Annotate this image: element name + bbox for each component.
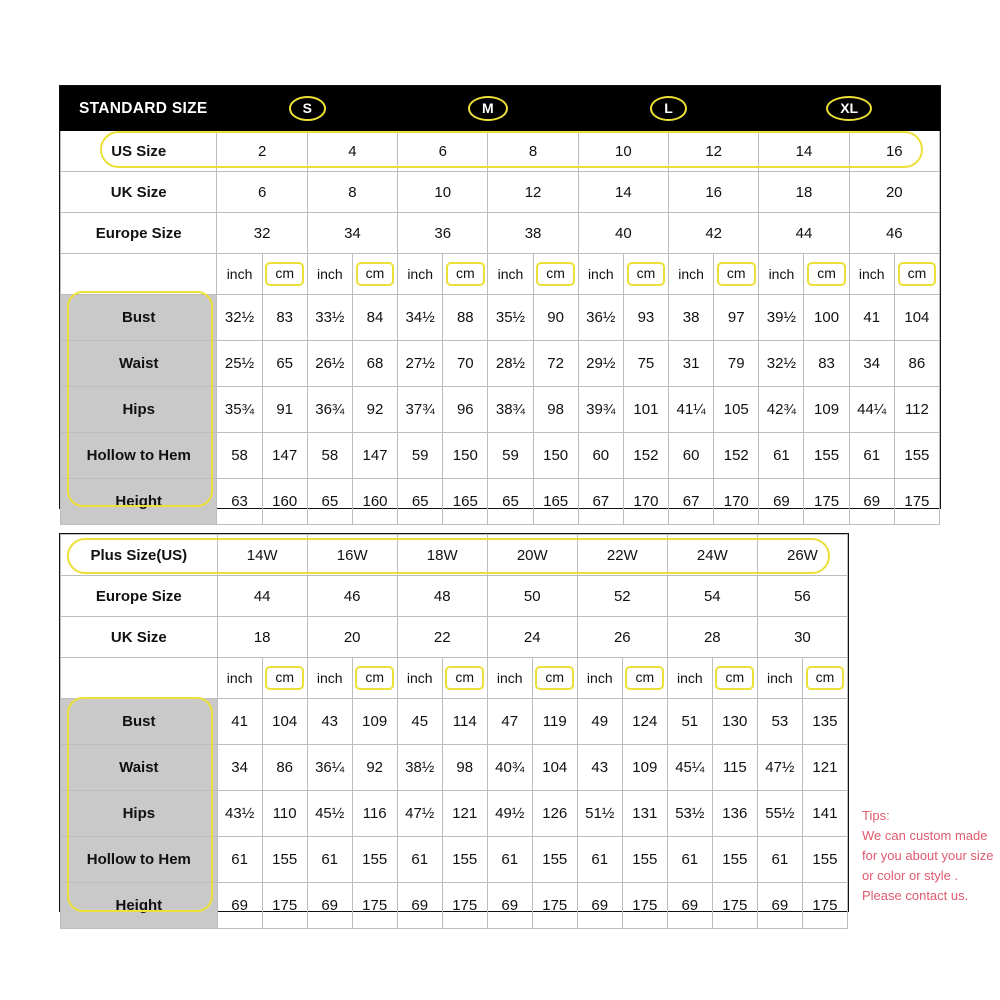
cell: 34 [307,213,397,254]
unit-cm [712,658,757,699]
cm-pill: cm [265,666,304,689]
row-label-hips: Hips [61,387,217,433]
cell: 61 [217,837,262,883]
cell: 18 [217,617,307,658]
cell: 104 [262,699,307,745]
cell: 10 [578,131,668,172]
standard-title: STANDARD SIZE [61,87,217,131]
cm-pill: cm [898,262,937,285]
cell: 61 [397,837,442,883]
cell: 69 [667,883,712,929]
cell: 109 [622,745,667,791]
cell: 86 [262,745,307,791]
cell: 79 [714,341,759,387]
tips-line-5: Please contact us. [862,888,969,903]
cell: 26 [577,617,667,658]
tips-line-3: for you about your size [862,848,994,863]
cell: 155 [442,837,487,883]
row-label-waist: Waist [61,341,217,387]
cell: 27½ [398,341,443,387]
table-row [61,433,940,479]
table-row [61,172,940,213]
unit-cm [802,658,847,699]
cm-pill: cm [446,262,485,285]
cell: 2 [217,131,307,172]
table-row [61,131,940,172]
unit-inch: inch [667,658,712,699]
cm-pill: cm [265,262,304,285]
cell: 109 [804,387,849,433]
cell: 165 [533,479,578,525]
cell: 86 [894,341,939,387]
table-row [61,883,848,929]
cell: 165 [443,479,488,525]
unit-row [61,658,848,699]
cell: 61 [487,837,532,883]
cell: 36 [398,213,488,254]
cell: 91 [262,387,307,433]
cell: 104 [532,745,577,791]
cell: 170 [623,479,668,525]
table-row [61,699,848,745]
cell: 83 [804,341,849,387]
cell: 56 [757,576,847,617]
row-label-plus-height: Height [61,883,218,929]
cell: 8 [488,131,578,172]
cell: 84 [352,295,397,341]
cell: 44 [759,213,849,254]
cell: 6 [398,131,488,172]
unit-inch: inch [487,658,532,699]
cell: 65 [307,479,352,525]
cell: 131 [622,791,667,837]
cell: 69 [759,479,804,525]
tips-line-1: Tips: [862,808,890,823]
unit-cm [352,254,397,295]
row-label-uk-size: UK Size [61,172,217,213]
bucket-cell-s [217,87,398,131]
cell: 14W [217,535,307,576]
row-label-europe-size: Europe Size [61,213,217,254]
tips-line-4: or color or style . [862,868,959,883]
cell: 24 [487,617,577,658]
cell: 135 [802,699,847,745]
cell: 175 [532,883,577,929]
cell: 93 [623,295,668,341]
cell: 69 [577,883,622,929]
cell: 59 [488,433,533,479]
cell: 90 [533,295,578,341]
cell: 53½ [667,791,712,837]
cell: 70 [443,341,488,387]
cell: 24W [667,535,757,576]
cell: 150 [443,433,488,479]
cell: 34 [849,341,894,387]
cell: 175 [262,883,307,929]
cell: 34 [217,745,262,791]
cell: 67 [578,479,623,525]
standard-size-table [60,86,940,525]
cell: 59 [398,433,443,479]
unit-cm [804,254,849,295]
cell: 41 [849,295,894,341]
cell: 53 [757,699,802,745]
cell: 42¾ [759,387,804,433]
cell: 115 [712,745,757,791]
cell: 58 [217,433,262,479]
cell: 175 [712,883,757,929]
cell: 49½ [487,791,532,837]
row-label-plus-waist: Waist [61,745,218,791]
cell: 22W [577,535,667,576]
table-row [61,387,940,433]
cell: 83 [262,295,307,341]
cell: 12 [488,172,578,213]
cell: 47½ [397,791,442,837]
cell: 51½ [577,791,622,837]
cell: 124 [622,699,667,745]
cell: 98 [442,745,487,791]
cell: 48 [397,576,487,617]
cell: 65 [488,479,533,525]
row-label-hollow-to-hem: Hollow to Hem [61,433,217,479]
cell: 92 [352,387,397,433]
unit-cm [262,254,307,295]
cell: 155 [622,837,667,883]
cell: 121 [442,791,487,837]
cell: 35½ [488,295,533,341]
unit-cm [714,254,759,295]
cell: 46 [307,576,397,617]
cell: 69 [757,883,802,929]
cell: 29½ [578,341,623,387]
cell: 55½ [757,791,802,837]
cell: 61 [759,433,804,479]
cell: 160 [262,479,307,525]
cell: 150 [533,433,578,479]
cell: 121 [802,745,847,791]
cell: 43½ [217,791,262,837]
cm-pill: cm [356,262,395,285]
cell: 43 [577,745,622,791]
cell: 116 [352,791,397,837]
unit-inch: inch [759,254,804,295]
cell: 69 [307,883,352,929]
cell: 39¾ [578,387,623,433]
cell: 33½ [307,295,352,341]
unit-inch: inch [577,658,622,699]
unit-inch: inch [307,658,352,699]
cell: 38¾ [488,387,533,433]
cell: 50 [487,576,577,617]
cell: 110 [262,791,307,837]
row-label-plus-europe-size: Europe Size [61,576,218,617]
cell: 175 [804,479,849,525]
cell: 32½ [217,295,262,341]
cell: 41¼ [669,387,714,433]
standard-size-chart [59,85,941,509]
cell: 32½ [759,341,804,387]
cell: 14 [578,172,668,213]
cell: 22 [397,617,487,658]
unit-cm [622,658,667,699]
cell: 49 [577,699,622,745]
size-bucket-s: S [289,96,326,121]
cell: 40 [578,213,668,254]
cell: 60 [669,433,714,479]
cm-pill: cm [807,262,846,285]
cell: 101 [623,387,668,433]
cell: 61 [667,837,712,883]
cell: 61 [577,837,622,883]
size-bucket-xl: XL [826,96,872,121]
cell: 36¾ [307,387,352,433]
cell: 32 [217,213,307,254]
unit-inch: inch [578,254,623,295]
cell: 155 [894,433,939,479]
cell: 75 [623,341,668,387]
unit-inch: inch [307,254,352,295]
cell: 69 [217,883,262,929]
cell: 47½ [757,745,802,791]
cell: 175 [894,479,939,525]
cell: 61 [849,433,894,479]
cell: 175 [442,883,487,929]
cell: 130 [712,699,757,745]
cell: 28½ [488,341,533,387]
cm-pill: cm [535,666,574,689]
cell: 170 [714,479,759,525]
unit-inch: inch [398,254,443,295]
cell: 51 [667,699,712,745]
cell: 42 [669,213,759,254]
table-row [61,341,940,387]
table-row [61,295,940,341]
cell: 100 [804,295,849,341]
table-row [61,576,848,617]
cell: 60 [578,433,623,479]
size-bucket-m: M [468,96,508,121]
unit-inch: inch [217,254,262,295]
unit-inch: inch [217,658,262,699]
table-row [61,535,848,576]
row-label-plus-bust: Bust [61,699,218,745]
plus-size-table [60,534,848,929]
tips-note [862,806,997,906]
bucket-cell-xl [759,87,940,131]
cell: 45¼ [667,745,712,791]
cell: 35¾ [217,387,262,433]
unit-cm [262,658,307,699]
cell: 45½ [307,791,352,837]
cell: 175 [352,883,397,929]
cm-pill: cm [625,666,664,689]
tips-line-2: We can custom made [862,828,988,843]
cell: 20W [487,535,577,576]
cell: 30 [757,617,847,658]
cell: 39½ [759,295,804,341]
bucket-cell-m [398,87,579,131]
cell: 41 [217,699,262,745]
table-row [61,617,848,658]
cell: 43 [307,699,352,745]
cell: 109 [352,699,397,745]
cell: 8 [307,172,397,213]
cell: 155 [532,837,577,883]
cell: 58 [307,433,352,479]
unit-cm [623,254,668,295]
cell: 175 [802,883,847,929]
cell: 54 [667,576,757,617]
unit-inch: inch [757,658,802,699]
table-row [61,791,848,837]
row-label-plus-size-us: Plus Size(US) [61,535,218,576]
cell: 155 [712,837,757,883]
cell: 112 [894,387,939,433]
cell: 92 [352,745,397,791]
cell: 34½ [398,295,443,341]
cell: 69 [397,883,442,929]
unit-cm [443,254,488,295]
cell: 6 [217,172,307,213]
cell: 98 [533,387,578,433]
unit-inch: inch [488,254,533,295]
cm-pill: cm [717,262,756,285]
cell: 61 [307,837,352,883]
unit-row-label [61,658,218,699]
unit-inch: inch [397,658,442,699]
plus-size-chart [59,533,849,912]
unit-cm [533,254,578,295]
cell: 45 [397,699,442,745]
cell: 28 [667,617,757,658]
cell: 155 [262,837,307,883]
cell: 18W [397,535,487,576]
cell: 105 [714,387,759,433]
cell: 16 [849,131,939,172]
cell: 155 [352,837,397,883]
cell: 152 [623,433,668,479]
cell: 152 [714,433,759,479]
cell: 72 [533,341,578,387]
cell: 4 [307,131,397,172]
row-label-plus-hips: Hips [61,791,218,837]
cell: 38 [488,213,578,254]
cell: 46 [849,213,939,254]
unit-cm [532,658,577,699]
unit-row-label [61,254,217,295]
cell: 96 [443,387,488,433]
cell: 47 [487,699,532,745]
cell: 88 [443,295,488,341]
unit-inch: inch [669,254,714,295]
cell: 36½ [578,295,623,341]
cell: 26½ [307,341,352,387]
cell: 104 [894,295,939,341]
cell: 136 [712,791,757,837]
table-row [61,213,940,254]
cell: 65 [262,341,307,387]
cell: 65 [398,479,443,525]
unit-cm [894,254,939,295]
row-label-height: Height [61,479,217,525]
cell: 14 [759,131,849,172]
unit-row [61,254,940,295]
cell: 69 [487,883,532,929]
row-label-bust: Bust [61,295,217,341]
row-label-us-size: US Size [61,131,217,172]
cell: 155 [804,433,849,479]
cell: 155 [802,837,847,883]
unit-cm [442,658,487,699]
cell: 68 [352,341,397,387]
standard-header-row [61,87,940,131]
cell: 20 [307,617,397,658]
cell: 141 [802,791,847,837]
table-row [61,479,940,525]
cell: 37¾ [398,387,443,433]
cell: 126 [532,791,577,837]
cell: 67 [669,479,714,525]
cell: 38 [669,295,714,341]
unit-inch: inch [849,254,894,295]
cell: 12 [669,131,759,172]
cell: 175 [622,883,667,929]
table-row [61,837,848,883]
cell: 114 [442,699,487,745]
cell: 160 [352,479,397,525]
cell: 97 [714,295,759,341]
cell: 16W [307,535,397,576]
cell: 61 [757,837,802,883]
row-label-plus-hollow-to-hem: Hollow to Hem [61,837,218,883]
cell: 119 [532,699,577,745]
cell: 69 [849,479,894,525]
cell: 20 [849,172,939,213]
cm-pill: cm [445,666,484,689]
unit-cm [352,658,397,699]
cell: 147 [262,433,307,479]
table-row [61,745,848,791]
cell: 31 [669,341,714,387]
cm-pill: cm [627,262,666,285]
cell: 63 [217,479,262,525]
cm-pill: cm [536,262,575,285]
cell: 25½ [217,341,262,387]
cell: 44 [217,576,307,617]
cell: 26W [757,535,847,576]
cell: 44¼ [849,387,894,433]
cell: 18 [759,172,849,213]
bucket-cell-l [578,87,759,131]
cell: 16 [669,172,759,213]
size-bucket-l: L [650,96,687,121]
row-label-plus-uk-size: UK Size [61,617,218,658]
cell: 40¾ [487,745,532,791]
cell: 52 [577,576,667,617]
cell: 147 [352,433,397,479]
cm-pill: cm [355,666,394,689]
cell: 36¼ [307,745,352,791]
cm-pill: cm [806,666,845,689]
cm-pill: cm [715,666,754,689]
cell: 10 [398,172,488,213]
cell: 38½ [397,745,442,791]
